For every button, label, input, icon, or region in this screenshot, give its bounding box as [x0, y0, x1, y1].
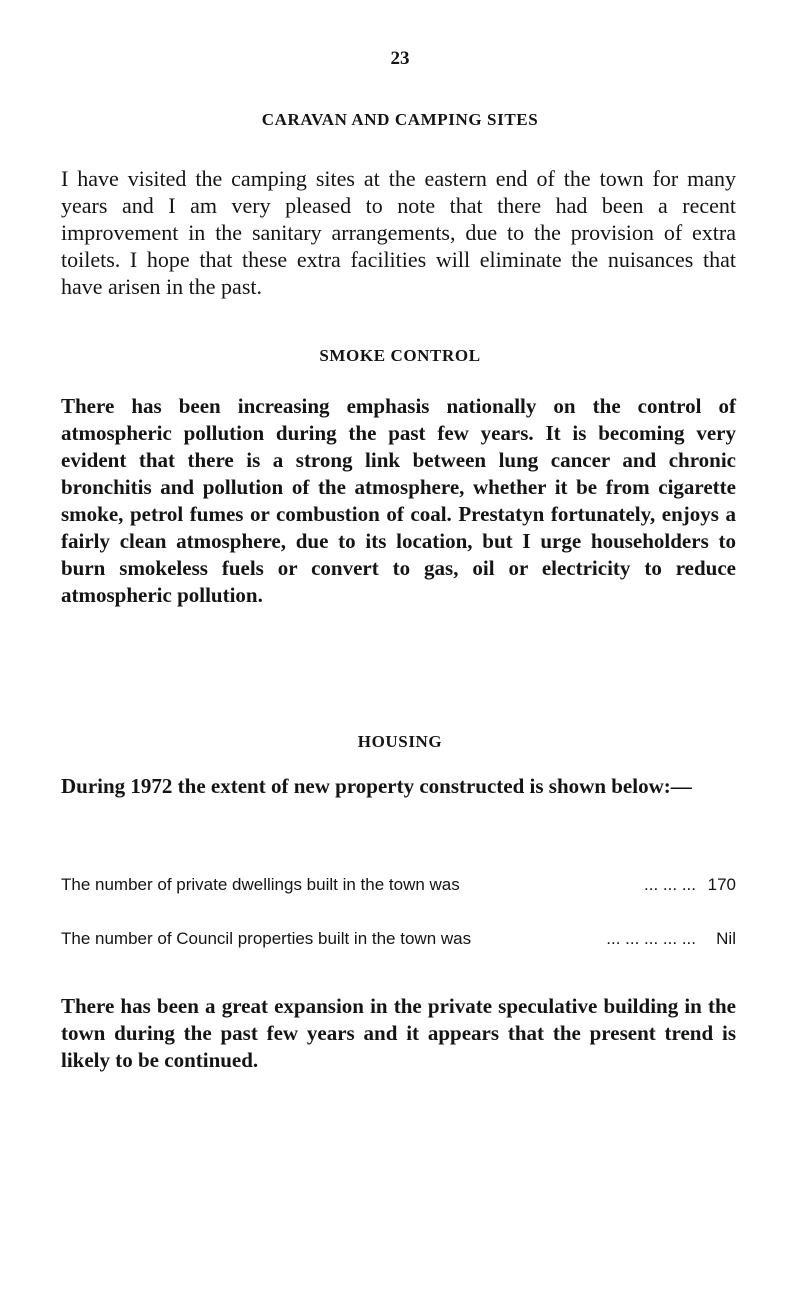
council-properties-value: Nil: [716, 929, 736, 948]
smoke-control-heading: SMOKE CONTROL: [319, 346, 481, 365]
housing-closing-paragraph: There has been a great expansion in the private speculative building in the town during the past few years and it appears that the present trend is likely to be continued.: [61, 994, 736, 1072]
dot-leader: ... ... ...: [644, 875, 696, 894]
private-dwellings-label: The number of private dwellings built in the town was: [61, 875, 460, 894]
page-number: 23: [390, 48, 410, 69]
council-properties-row: [61, 929, 736, 949]
housing-intro: During 1972 the extent of new property constructed is shown below:—: [61, 774, 692, 798]
private-dwellings-row: [61, 875, 736, 895]
private-dwellings-value: 170: [707, 875, 736, 894]
smoke-control-paragraph: There has been increasing emphasis nationally on the control of atmospheric pollution during the past few years. It is becoming very evident that there is a strong link between lung cancer and chronic bronchitis and pollution of the atmosphere, whether it be from cigarette smoke, petrol fumes or combustion of coal. Prestatyn fortunately, enjoys a fairly clean atmosphere, due to its location, but I urge householders to burn smokeless fuels or convert to gas, oil or electricity to reduce atmospheric pollution.: [61, 394, 736, 607]
caravan-heading: CARAVAN AND CAMPING SITES: [261, 110, 539, 129]
dot-leader: ... ... ... ... ...: [606, 929, 696, 948]
caravan-paragraph: I have visited the camping sites at the eastern end of the town for many years and I am very pleased to note that there had been a recent improvement in the sanitary arrangements, due to the provision of extra toilets. I hope that these extra facilities will eliminate the nuisances that have arisen in the past.: [61, 166, 736, 299]
housing-heading: HOUSING: [357, 732, 443, 751]
council-properties-label: The number of Council properties built in the town was: [61, 929, 472, 948]
